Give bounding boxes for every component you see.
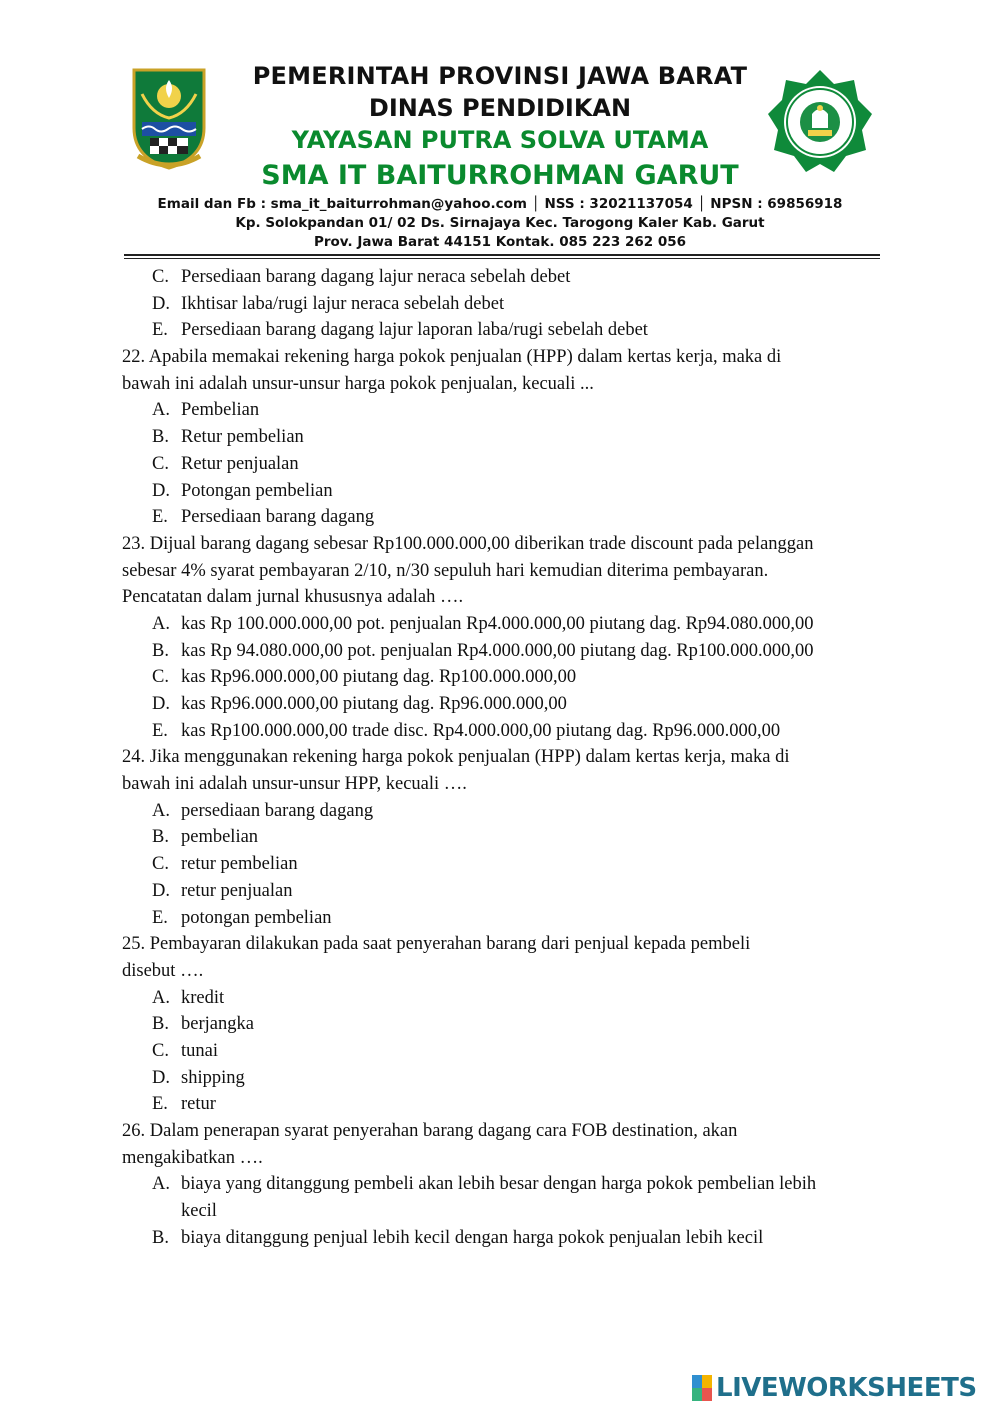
header-contact-address: Kp. Solokpandan 01/ 02 Ds. Sirnajaya Kec. Tarogong Kaler Kab. Garut [235,215,765,231]
answer-option-continuation: kecil [181,1201,217,1222]
header-divider-thin [124,258,880,259]
question-26-text: mengakibatkan …. [122,1147,263,1168]
answer-option: D. Potongan pembelian [152,480,333,501]
header-contact-phone: Prov. Jawa Barat 44151 Kontak. 085 223 262 056 [313,234,687,250]
carryover-option: C. Persediaan barang dagang lajur neraca sebelah debet [152,267,571,287]
question-22-text: 22. Apabila memakai rekening harga pokok penjualan (HPP) dalam kertas kerja, maka di [122,347,782,368]
header-foundation-title: YAYASAN PUTRA SOLVA UTAMA [291,126,709,154]
answer-option: E. potongan pembelian [152,907,332,928]
question-list [122,264,892,1251]
carryover-option: D. Ikhtisar laba/rugi lajur neraca sebelah debet [152,293,505,314]
answer-option: B. pembelian [152,827,259,848]
carryover-option: E. Persediaan barang dagang lajur laporan laba/rugi sebelah debet [152,320,648,341]
answer-option: B. Retur pembelian [152,427,304,448]
answer-option: D. retur penjualan [152,880,293,901]
question-22-text: bawah ini adalah unsur-unsur harga pokok penjualan, kecuali ... [122,373,594,394]
answer-option: E. retur [152,1094,216,1115]
question-24-text: 24. Jika menggunakan rekening harga pokok penjualan (HPP) dalam kertas kerja, maka di [122,747,790,768]
answer-option: A. persediaan barang dagang [152,800,374,821]
answer-option: A. biaya yang ditanggung pembeli akan lebih besar dengan harga pokok pembelian lebih [152,1174,817,1195]
header-divider-thick [124,254,880,256]
question-26-text: 26. Dalam penerapan syarat penyerahan barang dagang cara FOB destination, akan [122,1121,738,1141]
liveworksheets-logo-icon [692,1375,712,1401]
answer-option: B. kas Rp 94.080.000,00 pot. penjualan Rp4.000.000,00 piutang dag. Rp100.000.000,00 [152,640,814,661]
answer-option: B. biaya ditanggung penjual lebih kecil dengan harga pokok penjualan lebih kecil [152,1227,764,1248]
answer-option: C. tunai [152,1040,218,1061]
answer-option: A. kas Rp 100.000.000,00 pot. penjualan Rp4.000.000,00 piutang dag. Rp94.080.000,00 [152,613,814,634]
header-government-title: PEMERINTAH PROVINSI JAWA BARAT [252,62,748,90]
question-25-text: disebut …. [122,960,204,981]
header-school-name: SMA IT BAITURROHMAN GARUT [261,160,739,191]
answer-option: C. kas Rp96.000.000,00 piutang dag. Rp100.000.000,00 [152,667,577,688]
question-23-text: 23. Dijual barang dagang sebesar Rp100.000.000,00 diberikan trade discount pada pelanggan [122,533,814,554]
answer-option: E. kas Rp100.000.000,00 trade disc. Rp4.000.000,00 piutang dag. Rp96.000.000,00 [152,720,781,741]
answer-option: B. berjangka [152,1014,254,1035]
answer-option: E. Persediaan barang dagang [152,507,375,528]
liveworksheets-wordmark: LIVEWORKSHEETS [716,1373,977,1403]
answer-option: A. Pembelian [152,400,260,421]
answer-option: D. kas Rp96.000.000,00 piutang dag. Rp96.000.000,00 [152,694,567,714]
question-25-text: 25. Pembayaran dilakukan pada saat penyerahan barang dari penjual kepada pembeli [122,934,751,955]
header-contact-email: Email dan Fb : sma_it_baiturrohman@yahoo.com │ NSS : 32021137054 │ NPSN : 69856918 [157,196,843,212]
header-agency-title: DINAS PENDIDIKAN [368,94,632,122]
answer-option: C. Retur penjualan [152,453,299,474]
answer-option: A. kredit [152,987,225,1008]
question-24-text: bawah ini adalah unsur-unsur HPP, kecuali …. [122,774,467,795]
question-23-text: sebesar 4% syarat pembayaran 2/10, n/30 sepuluh hari kemudian diterima pembayaran. [122,560,769,581]
answer-option: D. shipping [152,1067,245,1088]
liveworksheets-brand [692,1372,977,1404]
question-23-text: Pencatatan dalam jurnal khususnya adalah …. [122,587,464,608]
answer-option: C. retur pembelian [152,854,298,875]
